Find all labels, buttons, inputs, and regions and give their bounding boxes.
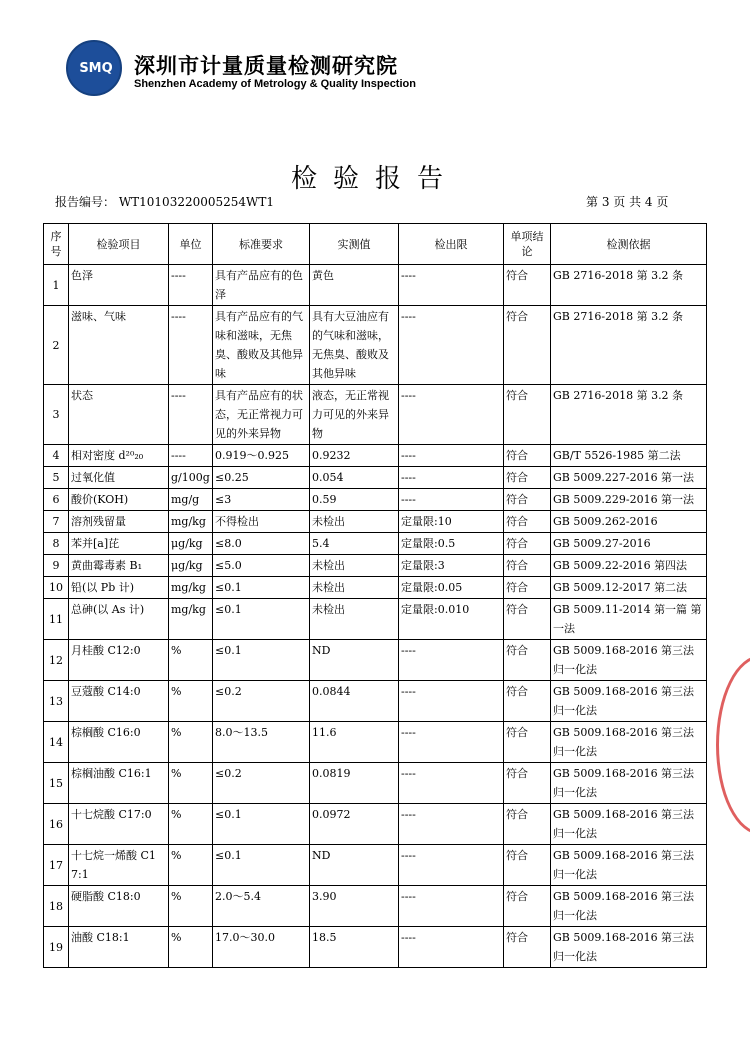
cell-item: 相对密度 d²⁰₂₀: [69, 445, 169, 467]
cell-no: 6: [44, 489, 69, 511]
cell-method: GB 5009.22-2016 第四法: [551, 555, 707, 577]
cell-limit: 定量限:3: [399, 555, 504, 577]
cell-unit: %: [169, 845, 213, 886]
cell-no: 9: [44, 555, 69, 577]
cell-method: GB 5009.11-2014 第一篇 第一法: [551, 599, 707, 640]
cell-limit: ----: [399, 445, 504, 467]
table-row: [44, 599, 707, 640]
cell-unit: ----: [169, 445, 213, 467]
cell-req: 0.919～0.925: [213, 445, 310, 467]
table-row: [44, 445, 707, 467]
cell-result: 符合: [504, 804, 551, 845]
cell-method: GB 5009.262-2016: [551, 511, 707, 533]
cell-value: 0.054: [310, 467, 399, 489]
cell-method: GB 5009.27-2016: [551, 533, 707, 555]
table-row: [44, 265, 707, 306]
cell-result: 符合: [504, 467, 551, 489]
cell-item: 硬脂酸 C18:0: [69, 886, 169, 927]
cell-unit: %: [169, 886, 213, 927]
cell-value: 具有大豆油应有的气味和滋味，无焦臭、酸败及其他异味: [310, 306, 399, 385]
cell-result: 符合: [504, 763, 551, 804]
cell-result: 符合: [504, 511, 551, 533]
cell-unit: %: [169, 640, 213, 681]
cell-req: 具有产品应有的气味和滋味，无焦臭、酸败及其他异味: [213, 306, 310, 385]
table-row: [44, 511, 707, 533]
cell-result: 符合: [504, 722, 551, 763]
cell-value: 黄色: [310, 265, 399, 306]
cell-unit: mg/kg: [169, 511, 213, 533]
cell-method: GB 5009.168-2016 第三法 归一化法: [551, 722, 707, 763]
cell-no: 16: [44, 804, 69, 845]
cell-item: 过氧化值: [69, 467, 169, 489]
cell-item: 滋味、气味: [69, 306, 169, 385]
column-header: 检测依据: [551, 224, 707, 265]
cell-item: 苯并[a]芘: [69, 533, 169, 555]
table-header-row: [44, 224, 707, 265]
cell-value: ND: [310, 845, 399, 886]
column-header: 单位: [169, 224, 213, 265]
table-row: [44, 385, 707, 445]
cell-limit: ----: [399, 886, 504, 927]
cell-unit: %: [169, 804, 213, 845]
cell-unit: %: [169, 763, 213, 804]
table-row: [44, 886, 707, 927]
cell-req: ≤8.0: [213, 533, 310, 555]
cell-value: 18.5: [310, 927, 399, 968]
cell-result: 符合: [504, 640, 551, 681]
cell-value: 未检出: [310, 577, 399, 599]
cell-value: 未检出: [310, 555, 399, 577]
cell-unit: mg/kg: [169, 599, 213, 640]
cell-method: GB 5009.12-2017 第二法: [551, 577, 707, 599]
org-name-en: Shenzhen Academy of Metrology & Quality Inspection: [134, 78, 416, 90]
cell-req: ≤0.1: [213, 599, 310, 640]
cell-unit: %: [169, 681, 213, 722]
table-row: [44, 681, 707, 722]
cell-no: 8: [44, 533, 69, 555]
cell-unit: μg/kg: [169, 533, 213, 555]
cell-item: 状态: [69, 385, 169, 445]
cell-req: ≤0.25: [213, 467, 310, 489]
cell-result: 符合: [504, 445, 551, 467]
table-row: [44, 763, 707, 804]
cell-limit: ----: [399, 804, 504, 845]
table-row: [44, 577, 707, 599]
cell-limit: ----: [399, 489, 504, 511]
cell-item: 月桂酸 C12:0: [69, 640, 169, 681]
column-header: 单项结论: [504, 224, 551, 265]
cell-result: 符合: [504, 599, 551, 640]
cell-item: 豆蔻酸 C14:0: [69, 681, 169, 722]
cell-result: 符合: [504, 385, 551, 445]
cell-req: ≤5.0: [213, 555, 310, 577]
cell-no: 1: [44, 265, 69, 306]
cell-limit: 定量限:0.5: [399, 533, 504, 555]
cell-limit: ----: [399, 681, 504, 722]
column-header: 检验项目: [69, 224, 169, 265]
cell-no: 12: [44, 640, 69, 681]
cell-method: GB 5009.168-2016 第三法 归一化法: [551, 681, 707, 722]
cell-limit: 定量限:0.05: [399, 577, 504, 599]
page-title: 检验报告: [290, 164, 459, 194]
cell-value: 3.90: [310, 886, 399, 927]
cell-limit: ----: [399, 763, 504, 804]
cell-value: 未检出: [310, 599, 399, 640]
cell-limit: 定量限:10: [399, 511, 504, 533]
cell-value: 0.0844: [310, 681, 399, 722]
table-row: [44, 533, 707, 555]
table-row: [44, 489, 707, 511]
cell-req: ≤0.1: [213, 845, 310, 886]
cell-item: 棕榈酸 C16:0: [69, 722, 169, 763]
cell-item: 溶剂残留量: [69, 511, 169, 533]
header: [66, 40, 416, 100]
cell-value: 0.0972: [310, 804, 399, 845]
cell-limit: 定量限:0.010: [399, 599, 504, 640]
cell-no: 3: [44, 385, 69, 445]
cell-unit: ----: [169, 306, 213, 385]
cell-req: ≤3: [213, 489, 310, 511]
cell-method: GB 5009.168-2016 第三法 归一化法: [551, 640, 707, 681]
cell-item: 铅(以 Pb 计): [69, 577, 169, 599]
table-row: [44, 306, 707, 385]
cell-no: 4: [44, 445, 69, 467]
cell-no: 19: [44, 927, 69, 968]
cell-value: 液态，无正常视力可见的外来异物: [310, 385, 399, 445]
cell-req: ≤0.1: [213, 577, 310, 599]
table-row: [44, 722, 707, 763]
cell-result: 符合: [504, 555, 551, 577]
cell-req: 具有产品应有的状态，无正常视力可见的外来异物: [213, 385, 310, 445]
cell-no: 15: [44, 763, 69, 804]
cell-item: 十七烷一烯酸 C17:1: [69, 845, 169, 886]
cell-no: 10: [44, 577, 69, 599]
cell-item: 总砷(以 As 计): [69, 599, 169, 640]
cell-result: 符合: [504, 845, 551, 886]
cell-req: ≤0.1: [213, 804, 310, 845]
logo-text: SMQ: [79, 61, 113, 76]
cell-req: ≤0.1: [213, 640, 310, 681]
cell-value: 11.6: [310, 722, 399, 763]
cell-req: 2.0～5.4: [213, 886, 310, 927]
page-info: 第 3 页 共 4 页: [586, 195, 669, 209]
logo-icon: [66, 40, 122, 96]
cell-result: 符合: [504, 577, 551, 599]
seal-stamp-icon: [716, 655, 750, 835]
cell-unit: mg/kg: [169, 577, 213, 599]
cell-no: 17: [44, 845, 69, 886]
table-row: [44, 845, 707, 886]
column-header: 标准要求: [213, 224, 310, 265]
cell-no: 18: [44, 886, 69, 927]
cell-method: GB 5009.227-2016 第一法: [551, 467, 707, 489]
cell-no: 2: [44, 306, 69, 385]
report-table: [43, 223, 707, 968]
cell-limit: ----: [399, 385, 504, 445]
cell-unit: %: [169, 927, 213, 968]
column-header: 序号: [44, 224, 69, 265]
cell-unit: ----: [169, 265, 213, 306]
cell-limit: ----: [399, 845, 504, 886]
table-row: [44, 555, 707, 577]
cell-limit: ----: [399, 722, 504, 763]
cell-limit: ----: [399, 467, 504, 489]
cell-limit: ----: [399, 265, 504, 306]
cell-limit: ----: [399, 927, 504, 968]
cell-unit: g/100g: [169, 467, 213, 489]
cell-method: GB 5009.168-2016 第三法 归一化法: [551, 763, 707, 804]
cell-value: 0.0819: [310, 763, 399, 804]
cell-item: 油酸 C18:1: [69, 927, 169, 968]
cell-unit: mg/g: [169, 489, 213, 511]
cell-unit: μg/kg: [169, 555, 213, 577]
cell-req: 具有产品应有的色泽: [213, 265, 310, 306]
cell-req: ≤0.2: [213, 681, 310, 722]
table-row: [44, 467, 707, 489]
cell-item: 黄曲霉毒素 B₁: [69, 555, 169, 577]
table-row: [44, 640, 707, 681]
cell-item: 酸价(KOH): [69, 489, 169, 511]
column-header: 检出限: [399, 224, 504, 265]
cell-unit: ----: [169, 385, 213, 445]
cell-method: GB 2716-2018 第 3.2 条: [551, 265, 707, 306]
cell-limit: ----: [399, 306, 504, 385]
cell-item: 棕榈油酸 C16:1: [69, 763, 169, 804]
cell-req: ≤0.2: [213, 763, 310, 804]
cell-req: 8.0～13.5: [213, 722, 310, 763]
org-name-cn: 深圳市计量质量检测研究院: [134, 54, 398, 78]
cell-method: GB 5009.229-2016 第一法: [551, 489, 707, 511]
cell-result: 符合: [504, 306, 551, 385]
cell-result: 符合: [504, 489, 551, 511]
cell-no: 7: [44, 511, 69, 533]
cell-result: 符合: [504, 681, 551, 722]
cell-method: GB 5009.168-2016 第三法 归一化法: [551, 927, 707, 968]
cell-no: 11: [44, 599, 69, 640]
cell-method: GB 2716-2018 第 3.2 条: [551, 306, 707, 385]
report-number: 报告编号： WT10103220005254WT1: [55, 195, 275, 209]
cell-method: GB/T 5526-1985 第二法: [551, 445, 707, 467]
cell-no: 14: [44, 722, 69, 763]
cell-unit: %: [169, 722, 213, 763]
table-body: [44, 265, 707, 968]
cell-item: 色泽: [69, 265, 169, 306]
table-row: [44, 927, 707, 968]
cell-method: GB 5009.168-2016 第三法 归一化法: [551, 804, 707, 845]
column-header: 实测值: [310, 224, 399, 265]
cell-value: ND: [310, 640, 399, 681]
cell-method: GB 5009.168-2016 第三法 归一化法: [551, 886, 707, 927]
cell-result: 符合: [504, 886, 551, 927]
cell-value: 0.59: [310, 489, 399, 511]
cell-value: 5.4: [310, 533, 399, 555]
cell-req: 17.0～30.0: [213, 927, 310, 968]
cell-req: 不得检出: [213, 511, 310, 533]
table-row: [44, 804, 707, 845]
cell-no: 13: [44, 681, 69, 722]
cell-result: 符合: [504, 927, 551, 968]
cell-no: 5: [44, 467, 69, 489]
cell-value: 未检出: [310, 511, 399, 533]
cell-value: 0.9232: [310, 445, 399, 467]
cell-method: GB 5009.168-2016 第三法 归一化法: [551, 845, 707, 886]
cell-limit: ----: [399, 640, 504, 681]
cell-result: 符合: [504, 265, 551, 306]
cell-item: 十七烷酸 C17:0: [69, 804, 169, 845]
cell-result: 符合: [504, 533, 551, 555]
cell-method: GB 2716-2018 第 3.2 条: [551, 385, 707, 445]
